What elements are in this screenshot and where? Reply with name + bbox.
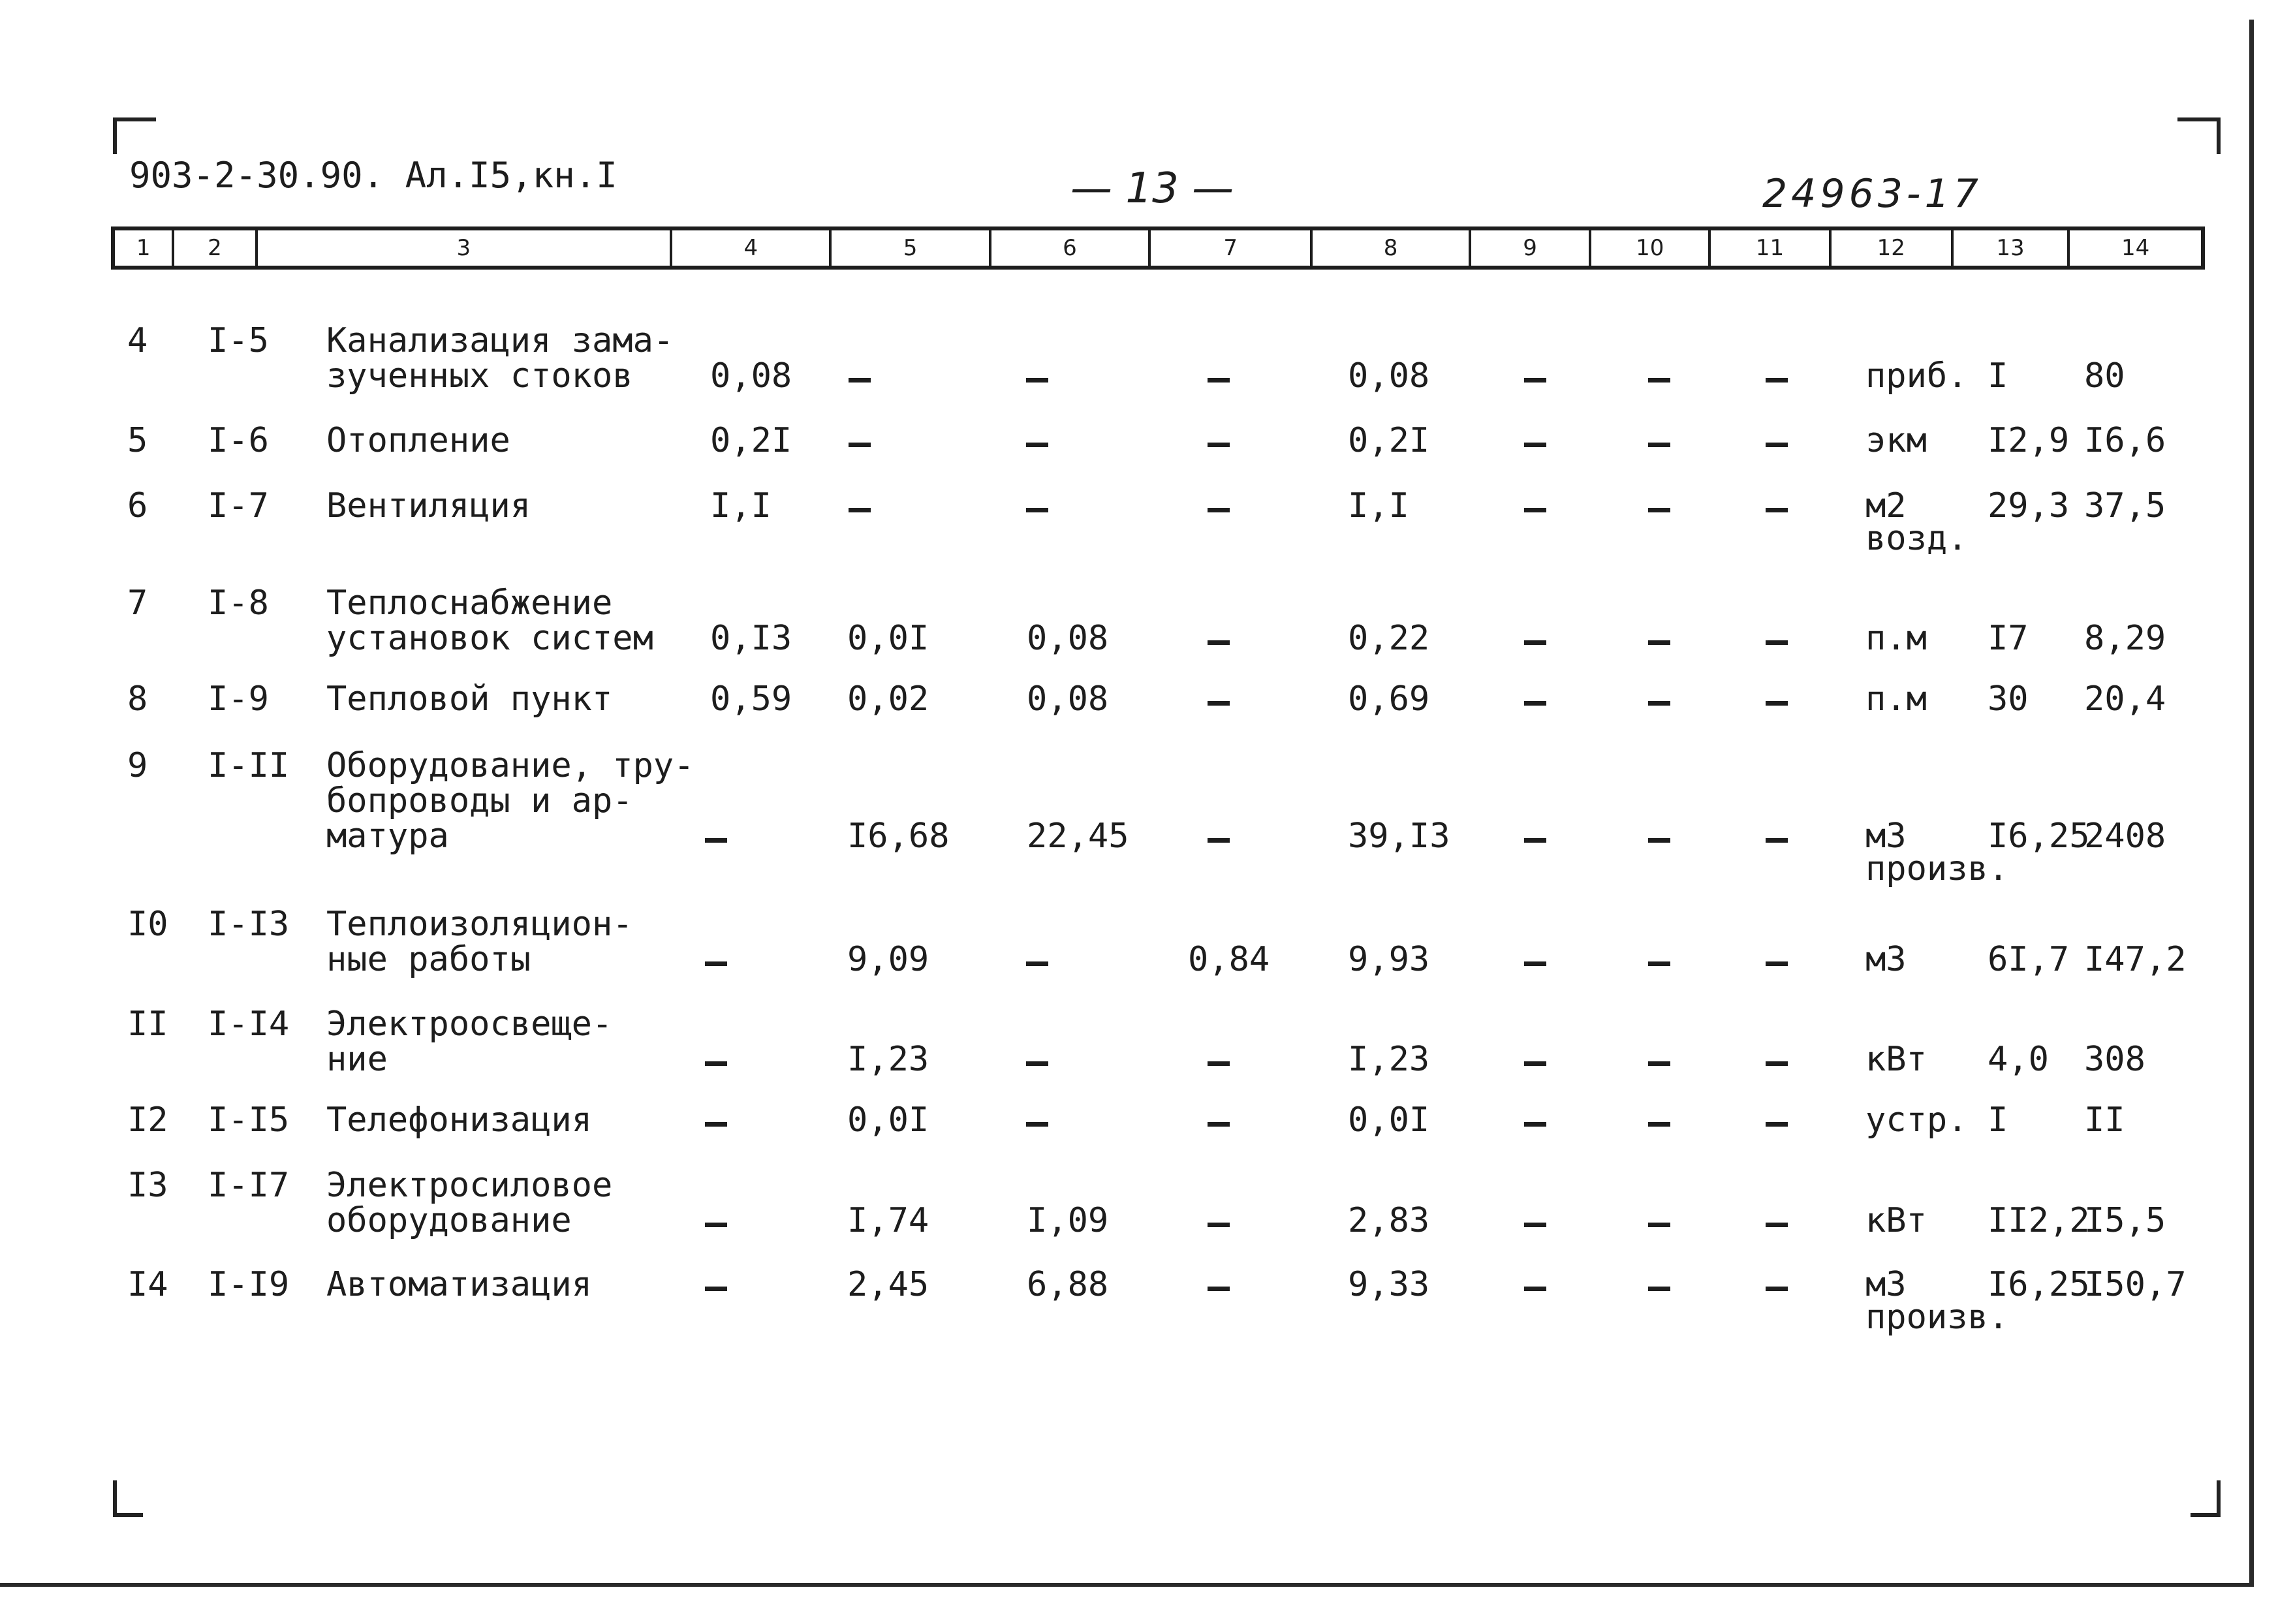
value-c13: I (1988, 356, 2008, 396)
value-c14: 8,29 (2084, 619, 2166, 658)
section-code: I-I4 (208, 1005, 290, 1044)
section-code: I-II (208, 746, 290, 785)
value-c8: 0,0I (1348, 1101, 1430, 1140)
corner-mark-bottom-left (113, 1480, 143, 1517)
corner-mark-top-right (2177, 117, 2221, 154)
value-c4: 0,08 (710, 356, 792, 396)
dash-c10 (1648, 508, 1670, 512)
value-c4: 0,59 (710, 679, 792, 719)
document-code: 903-2-30.90. Ал.I5,кн.I (129, 155, 617, 196)
work-name-line: Теплоснабжение (326, 584, 613, 623)
value-c5: I,23 (847, 1040, 929, 1079)
work-name-line: ные работы (326, 940, 531, 979)
dash-c11 (1766, 640, 1788, 645)
dash-c10 (1648, 1223, 1670, 1227)
unit-line: кВт (1865, 1040, 1927, 1079)
unit-line: устр. (1865, 1101, 1968, 1140)
dash-c9 (1524, 838, 1546, 843)
page-number: — 13 — (1070, 164, 1234, 213)
value-c8: 9,33 (1348, 1265, 1430, 1304)
dash-c10 (1648, 1061, 1670, 1066)
value-c14: 37,5 (2084, 486, 2166, 525)
dash-c9 (1524, 701, 1546, 706)
column-header-11: 11 (1711, 230, 1832, 266)
dash-c9 (1524, 508, 1546, 512)
dash-c11 (1766, 443, 1788, 447)
section-code: I-9 (208, 679, 269, 719)
work-name-line: Автоматизация (326, 1265, 592, 1304)
column-header-1: 1 (115, 230, 174, 266)
dash-c7 (1208, 640, 1230, 645)
dash-c7 (1208, 1223, 1230, 1227)
column-header-10: 10 (1591, 230, 1711, 266)
value-c8: 9,93 (1348, 940, 1430, 979)
unit-line: м2 (1865, 486, 1907, 525)
dash-c10 (1648, 838, 1670, 843)
value-c8: 2,83 (1348, 1201, 1430, 1240)
work-name-line: Отопление (326, 421, 510, 460)
unit-line: возд. (1865, 519, 1968, 558)
value-c14: 308 (2084, 1040, 2145, 1079)
dash-c5 (849, 508, 871, 512)
dash-c11 (1766, 961, 1788, 966)
work-name-line: Электроосвеще- (326, 1005, 613, 1044)
unit-line: экм (1865, 421, 1927, 460)
row-number: I3 (127, 1166, 168, 1205)
value-c13: 4,0 (1988, 1040, 2049, 1079)
dash-c11 (1766, 1122, 1788, 1127)
unit-line: произв. (1865, 1298, 2009, 1337)
column-header-14: 14 (2121, 235, 2150, 261)
dash-c11 (1766, 838, 1788, 843)
dash-c9 (1524, 640, 1546, 645)
value-c14: I6,6 (2084, 421, 2166, 460)
dash-c7 (1208, 701, 1230, 706)
value-c5: 0,0I (847, 1101, 929, 1140)
value-c13: I2,9 (1988, 421, 2070, 460)
dash-c7 (1208, 508, 1230, 512)
dash-c10 (1648, 961, 1670, 966)
row-number: 4 (127, 321, 148, 360)
dash-c11 (1766, 378, 1788, 383)
section-code: I-7 (208, 486, 269, 525)
work-name-line: Тепловой пункт (326, 679, 613, 719)
value-c8: 0,22 (1348, 619, 1430, 658)
work-name-line: бопроводы и ар- (326, 781, 633, 820)
unit-line: п.м (1865, 619, 1927, 658)
value-c14: 20,4 (2084, 679, 2166, 719)
value-c8: 0,69 (1348, 679, 1430, 719)
column-header-3: 3 (258, 230, 673, 266)
work-name-line: установок систем (326, 619, 653, 658)
section-code: I-5 (208, 321, 269, 360)
row-number: I0 (127, 905, 168, 944)
value-c14: I50,7 (2084, 1265, 2187, 1304)
dash-c4 (705, 1287, 727, 1291)
dash-c5 (849, 443, 871, 447)
column-number-header (111, 226, 2205, 270)
dash-c11 (1766, 701, 1788, 706)
value-c8: 0,2I (1348, 421, 1430, 460)
column-header-8: 8 (1313, 230, 1471, 266)
value-c6: 6,88 (1027, 1265, 1109, 1304)
dash-c9 (1524, 443, 1546, 447)
work-name-line: Вентиляция (326, 486, 531, 525)
row-number: I2 (127, 1101, 168, 1140)
value-c14: I47,2 (2084, 940, 2187, 979)
column-header-2: 2 (174, 230, 257, 266)
work-name-line: зученных стоков (326, 356, 633, 396)
value-c5: 0,02 (847, 679, 929, 719)
value-c7: 0,84 (1188, 940, 1270, 979)
dash-c9 (1524, 1061, 1546, 1066)
value-c13: I (1988, 1101, 2008, 1140)
dash-c6 (1026, 443, 1048, 447)
value-c13: 29,3 (1988, 486, 2070, 525)
column-header-7: 7 (1151, 230, 1313, 266)
value-c8: 0,08 (1348, 356, 1430, 396)
value-c14: II (2084, 1101, 2125, 1140)
dash-c4 (705, 838, 727, 843)
unit-line: приб. (1865, 356, 1968, 396)
unit-line: м3 (1865, 817, 1907, 856)
dash-c10 (1648, 378, 1670, 383)
dash-c9 (1524, 1223, 1546, 1227)
dash-c11 (1766, 508, 1788, 512)
dash-c4 (705, 961, 727, 966)
value-c6: I,09 (1027, 1201, 1109, 1240)
value-c4: 0,I3 (710, 619, 792, 658)
unit-line: м3 (1865, 940, 1907, 979)
value-c4: 0,2I (710, 421, 792, 460)
value-c14: I5,5 (2084, 1201, 2166, 1240)
dash-c11 (1766, 1287, 1788, 1291)
row-number: 9 (127, 746, 148, 785)
section-code: I-I5 (208, 1101, 290, 1140)
sheet-edge-right (2249, 20, 2254, 1586)
value-c13: I6,25 (1988, 817, 2090, 856)
column-header-12: 12 (1832, 230, 1954, 266)
row-number: I4 (127, 1265, 168, 1304)
value-c5: I6,68 (847, 817, 950, 856)
value-c8: I,23 (1348, 1040, 1430, 1079)
dash-c9 (1524, 1287, 1546, 1291)
dash-c7 (1208, 443, 1230, 447)
column-header-4: 4 (672, 230, 832, 266)
unit-line: м3 (1865, 1265, 1907, 1304)
value-c14: 80 (2084, 356, 2125, 396)
unit-line: произв. (1865, 849, 2009, 888)
work-name-line: ние (326, 1040, 388, 1079)
dash-c6 (1026, 508, 1048, 512)
section-code: I-I7 (208, 1166, 290, 1205)
corner-mark-bottom-right (2191, 1480, 2221, 1517)
row-number: 5 (127, 421, 148, 460)
dash-c6 (1026, 378, 1048, 383)
dash-c7 (1208, 1061, 1230, 1066)
value-c8: I,I (1348, 486, 1409, 525)
work-name-line: Телефонизация (326, 1101, 592, 1140)
registration-number: 24963-17 (1762, 171, 1982, 217)
sheet-edge-bottom (0, 1583, 2254, 1587)
value-c13: II2,2 (1988, 1201, 2090, 1240)
dash-c11 (1766, 1223, 1788, 1227)
value-c6: 22,45 (1027, 817, 1129, 856)
unit-line: кВт (1865, 1201, 1927, 1240)
dash-c6 (1026, 1122, 1048, 1127)
section-code: I-I3 (208, 905, 290, 944)
work-name-line: Теплоизоляцион- (326, 905, 633, 944)
dash-c7 (1208, 1122, 1230, 1127)
row-number: 6 (127, 486, 148, 525)
dash-c10 (1648, 701, 1670, 706)
work-name-line: Канализация зама- (326, 321, 674, 360)
value-c14: 2408 (2084, 817, 2166, 856)
work-name-line: Электросиловое (326, 1166, 613, 1205)
dash-c10 (1648, 1287, 1670, 1291)
work-name-line: оборудование (326, 1201, 572, 1240)
dash-c6 (1026, 1061, 1048, 1066)
dash-c4 (705, 1061, 727, 1066)
dash-c9 (1524, 1122, 1546, 1127)
work-name-line: матура (326, 817, 449, 856)
value-c5: I,74 (847, 1201, 929, 1240)
dash-c7 (1208, 378, 1230, 383)
column-header-6: 6 (991, 230, 1151, 266)
value-c13: I6,25 (1988, 1265, 2090, 1304)
section-code: I-8 (208, 584, 269, 623)
dash-c7 (1208, 1287, 1230, 1291)
row-number: 7 (127, 584, 148, 623)
value-c5: 9,09 (847, 940, 929, 979)
dash-c7 (1208, 838, 1230, 843)
dash-c10 (1648, 640, 1670, 645)
dash-c9 (1524, 961, 1546, 966)
section-code: I-I9 (208, 1265, 290, 1304)
dash-c9 (1524, 378, 1546, 383)
value-c13: 6I,7 (1988, 940, 2070, 979)
dash-c4 (705, 1122, 727, 1127)
row-number: 8 (127, 679, 148, 719)
value-c13: 30 (1988, 679, 2029, 719)
column-header-5: 5 (832, 230, 991, 266)
dash-c6 (1026, 961, 1048, 966)
dash-c10 (1648, 1122, 1670, 1127)
value-c5: 2,45 (847, 1265, 929, 1304)
row-number: II (127, 1005, 168, 1044)
column-header-13: 13 (1954, 230, 2070, 266)
work-name-line: Оборудование, тру- (326, 746, 694, 785)
value-c8: 39,I3 (1348, 817, 1450, 856)
corner-mark-top-left (113, 117, 156, 154)
column-header-9: 9 (1471, 230, 1592, 266)
dash-c11 (1766, 1061, 1788, 1066)
value-c13: I7 (1988, 619, 2029, 658)
value-c4: I,I (710, 486, 772, 525)
dash-c4 (705, 1223, 727, 1227)
section-code: I-6 (208, 421, 269, 460)
value-c6: 0,08 (1027, 619, 1109, 658)
unit-line: п.м (1865, 679, 1927, 719)
dash-c10 (1648, 443, 1670, 447)
dash-c5 (849, 378, 871, 383)
value-c6: 0,08 (1027, 679, 1109, 719)
value-c5: 0,0I (847, 619, 929, 658)
